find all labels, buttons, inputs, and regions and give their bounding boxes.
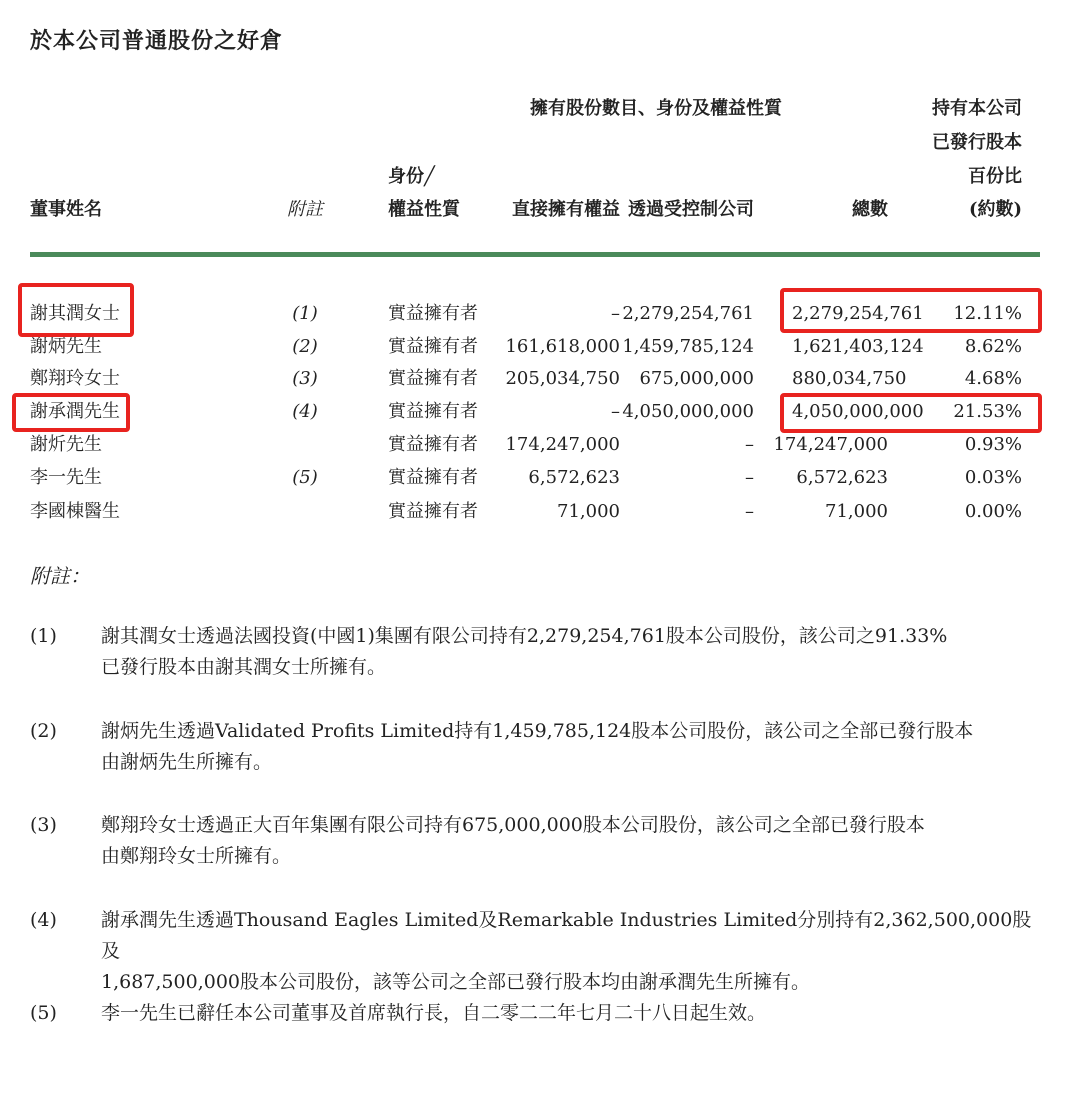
note-number: (5) [30, 1002, 57, 1024]
director-name: 鄭翔玲女士 [30, 368, 120, 389]
percentage: 0.03% [964, 467, 1022, 488]
notes-label: 附註： [30, 564, 90, 588]
percentage: 8.62% [964, 336, 1022, 357]
total-shares: 880,034,750 [792, 368, 907, 389]
table-row [0, 462, 1074, 494]
header-capacity-line2: 權益性質 [388, 199, 460, 220]
direct-interest: 6,572,623 [528, 467, 620, 488]
capacity: 實益擁有者 [388, 434, 478, 455]
direct-interest: 161,618,000 [505, 336, 620, 357]
controlled-interest: 675,000,000 [639, 368, 754, 389]
table-row [0, 363, 1074, 395]
note-line: 1,687,500,000股本公司股份，該等公司之全部已發行股本均由謝承潤先生所擁有。 [101, 971, 811, 993]
table-row [0, 429, 1074, 461]
note-line: 已發行股本由謝其潤女士所擁有。 [101, 656, 387, 678]
header-direct-interest: 直接擁有權益 [512, 199, 620, 220]
director-name: 李國棟醫生 [30, 501, 120, 522]
header-pct-line2: 已發行股本 [932, 132, 1022, 153]
direct-interest: 174,247,000 [505, 434, 620, 455]
header-controlled-corp: 透過受控制公司 [628, 199, 754, 220]
note-number: (1) [30, 625, 57, 647]
percentage: 0.93% [964, 434, 1022, 455]
capacity: 實益擁有者 [388, 303, 478, 324]
header-pct-line1: 持有本公司 [932, 98, 1022, 119]
controlled-interest: 2,279,254,761 [622, 303, 754, 324]
header-total: 總數 [852, 199, 888, 220]
controlled-interest: – [745, 467, 754, 488]
note-line: 謝其潤女士透過法國投資(中國1)集團有限公司持有2,279,254,761股本公司股份，該公司之91.33% [101, 625, 948, 647]
director-name: 謝承潤先生 [30, 401, 120, 422]
capacity: 實益擁有者 [388, 501, 478, 522]
percentage: 4.68% [964, 368, 1022, 389]
note-number: (3) [30, 814, 57, 836]
percentage: 12.11% [953, 303, 1022, 324]
header-capacity-line1: 身份╱ [388, 166, 435, 187]
capacity: 實益擁有者 [388, 368, 478, 389]
highlight-box-values-1 [780, 288, 1042, 333]
direct-interest: – [611, 303, 620, 324]
total-shares: 174,247,000 [773, 434, 888, 455]
controlled-interest: – [745, 434, 754, 455]
director-name: 謝其潤女士 [30, 303, 120, 324]
direct-interest: 205,034,750 [505, 368, 620, 389]
note-line: 謝炳先生透過Validated Profits Limited持有1,459,785,124股本公司股份，該公司之全部已發行股本 [101, 720, 974, 742]
total-shares: 2,279,254,761 [792, 303, 924, 324]
header-pct-line3: 百份比 [968, 166, 1022, 187]
capacity: 實益擁有者 [388, 336, 478, 357]
highlight-box-name-4 [12, 393, 130, 432]
total-shares: 6,572,623 [796, 467, 888, 488]
note-line: 鄭翔玲女士透過正大百年集團有限公司持有675,000,000股本公司股份，該公司之全部已發行股本 [101, 814, 925, 836]
note-line: 由鄭翔玲女士所擁有。 [101, 845, 292, 867]
note-number: (4) [30, 909, 57, 931]
capacity: 實益擁有者 [388, 401, 478, 422]
note-line: 李一先生已辭任本公司董事及首席執行長，自二零二二年七月二十八日起生效。 [101, 1002, 767, 1024]
note-ref: (3) [292, 368, 318, 389]
note-ref: (5) [292, 467, 318, 488]
director-name: 謝炳先生 [30, 336, 102, 357]
direct-interest: – [611, 401, 620, 422]
table-row [0, 496, 1074, 528]
direct-interest: 71,000 [557, 501, 620, 522]
header-pct-line4: (約數) [968, 199, 1022, 220]
section-title: 於本公司普通股份之好倉 [30, 28, 284, 54]
director-name: 謝炘先生 [30, 434, 102, 455]
total-shares: 4,050,000,000 [792, 401, 924, 422]
controlled-interest: 1,459,785,124 [622, 336, 754, 357]
capacity: 實益擁有者 [388, 467, 478, 488]
controlled-interest: – [745, 501, 754, 522]
note-ref: (2) [292, 336, 318, 357]
header-divider [30, 252, 1040, 257]
note-ref: (1) [292, 303, 318, 324]
note-number: (2) [30, 720, 57, 742]
header-note: 附註 [287, 199, 323, 220]
director-name: 李一先生 [30, 467, 102, 488]
table-row [0, 331, 1074, 363]
highlight-box-values-4 [780, 393, 1042, 433]
percentage: 0.00% [964, 501, 1022, 522]
header-director-name: 董事姓名 [30, 199, 102, 220]
note-line: 謝承潤先生透過Thousand Eagles Limited及Remarkable Industries Limited分別持有2,362,500,000股及 [101, 909, 1032, 962]
note-ref: (4) [292, 401, 318, 422]
highlight-box-name-1 [18, 283, 134, 337]
controlled-interest: 4,050,000,000 [622, 401, 754, 422]
note-line: 由謝炳先生所擁有。 [101, 751, 273, 773]
percentage: 21.53% [953, 401, 1022, 422]
total-shares: 1,621,403,124 [792, 336, 924, 357]
total-shares: 71,000 [825, 501, 888, 522]
header-group-label: 擁有股份數目、身份及權益性質 [530, 98, 782, 119]
